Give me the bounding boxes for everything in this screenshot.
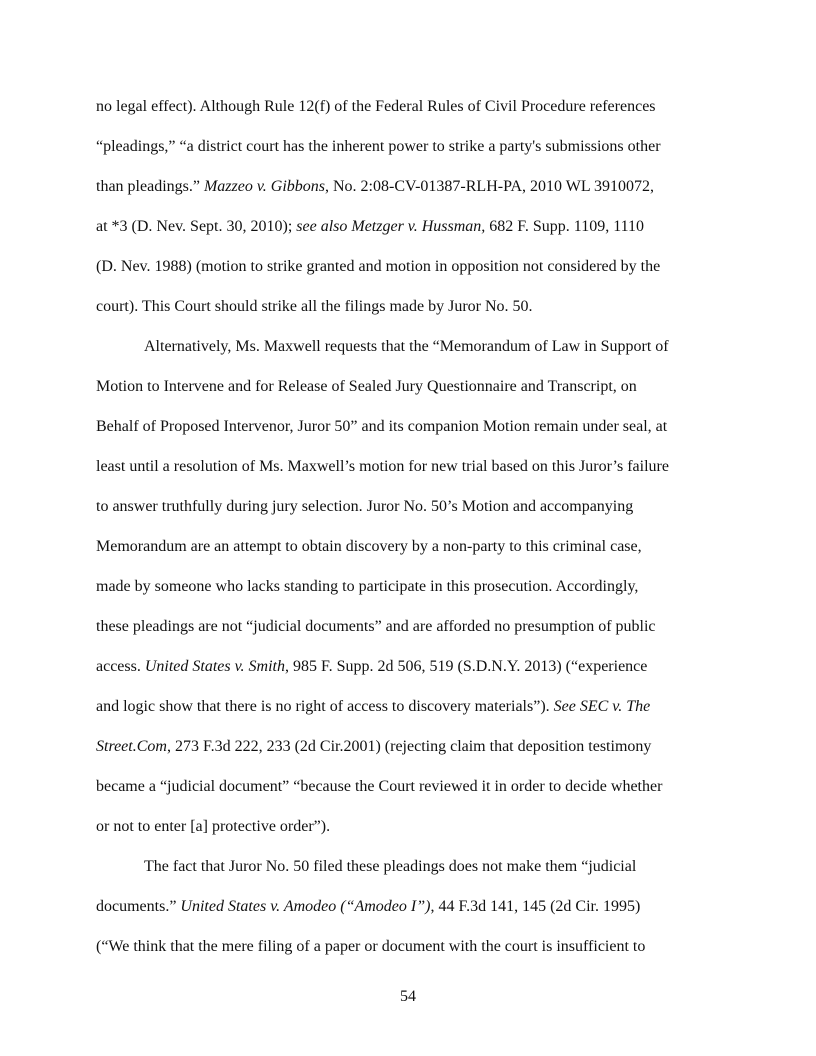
text-span: 682 F. Supp. 1109, 1110 <box>485 218 645 235</box>
text-span: access. <box>96 658 145 675</box>
case-citation: See SEC v. The <box>553 698 651 715</box>
case-citation: see also Metzger v. Hussman, <box>296 218 486 235</box>
text-line: Alternatively, Ms. Maxwell requests that the “Memorandum of Law in Support of <box>144 338 669 355</box>
page-number: 54 <box>400 988 416 1005</box>
text-line: Behalf of Proposed Intervenor, Juror 50” and its companion Motion remain under seal, at <box>96 418 668 435</box>
case-citation: Mazzeo v. Gibbons <box>203 178 325 195</box>
text-line: made by someone who lacks standing to participate in this prosecution. Accordingly, <box>96 578 639 595</box>
text-line: (“We think that the mere filing of a paper or document with the court is insufficient to <box>96 938 646 955</box>
paragraph-2 <box>96 333 726 853</box>
text-line: to answer truthfully during jury selection. Juror No. 50’s Motion and accompanying <box>96 498 634 515</box>
text-line: Motion to Intervene and for Release of Sealed Jury Questionnaire and Transcript, on <box>96 378 637 395</box>
document-body <box>96 93 726 973</box>
text-span: , 44 F.3d 141, 145 (2d Cir. 1995) <box>430 898 641 915</box>
text-line: least until a resolution of Ms. Maxwell’s motion for new trial based on this Juror’s failure <box>96 458 669 475</box>
text-line <box>96 173 726 213</box>
text-span: , 273 F.3d 222, 233 (2d Cir.2001) (rejecting claim that deposition testimony <box>166 738 652 755</box>
text-line <box>96 653 726 693</box>
case-citation: Street.Com <box>96 738 167 755</box>
text-line <box>96 733 726 773</box>
text-span: at *3 (D. Nev. Sept. 30, 2010); <box>96 218 297 235</box>
text-line: Memorandum are an attempt to obtain discovery by a non-party to this criminal case, <box>96 538 642 555</box>
text-span: documents.” <box>96 898 181 915</box>
text-line <box>96 213 726 253</box>
case-citation: United States v. Smith <box>144 658 285 675</box>
text-line: no legal effect). Although Rule 12(f) of the Federal Rules of Civil Procedure references <box>96 98 656 115</box>
paragraph-3 <box>96 853 726 973</box>
text-line: court). This Court should strike all the filings made by Juror No. 50. <box>96 298 533 315</box>
text-line <box>96 693 726 733</box>
text-line: The fact that Juror No. 50 filed these pleadings does not make them “judicial <box>144 858 637 875</box>
text-span: , 985 F. Supp. 2d 506, 519 (S.D.N.Y. 2013) (“experience <box>284 658 648 675</box>
text-line: these pleadings are not “judicial documents” and are afforded no presumption of public <box>96 618 656 635</box>
paragraph-1 <box>96 93 726 333</box>
text-span: and logic show that there is no right of access to discovery materials”). <box>96 698 554 715</box>
text-line: became a “judicial document” “because the Court reviewed it in order to decide whether <box>96 778 663 795</box>
case-citation: United States v. Amodeo (“Amodeo I”) <box>180 898 431 915</box>
text-line: or not to enter [a] protective order”). <box>96 818 331 835</box>
text-span: , No. 2:08-CV-01387-RLH-PA, 2010 WL 3910072, <box>325 178 655 195</box>
text-line: (D. Nev. 1988) (motion to strike granted and motion in opposition not considered by the <box>96 258 661 275</box>
text-line <box>96 893 726 933</box>
text-line: “pleadings,” “a district court has the inherent power to strike a party's submissions other <box>96 138 661 155</box>
text-span: than pleadings.” <box>96 178 204 195</box>
